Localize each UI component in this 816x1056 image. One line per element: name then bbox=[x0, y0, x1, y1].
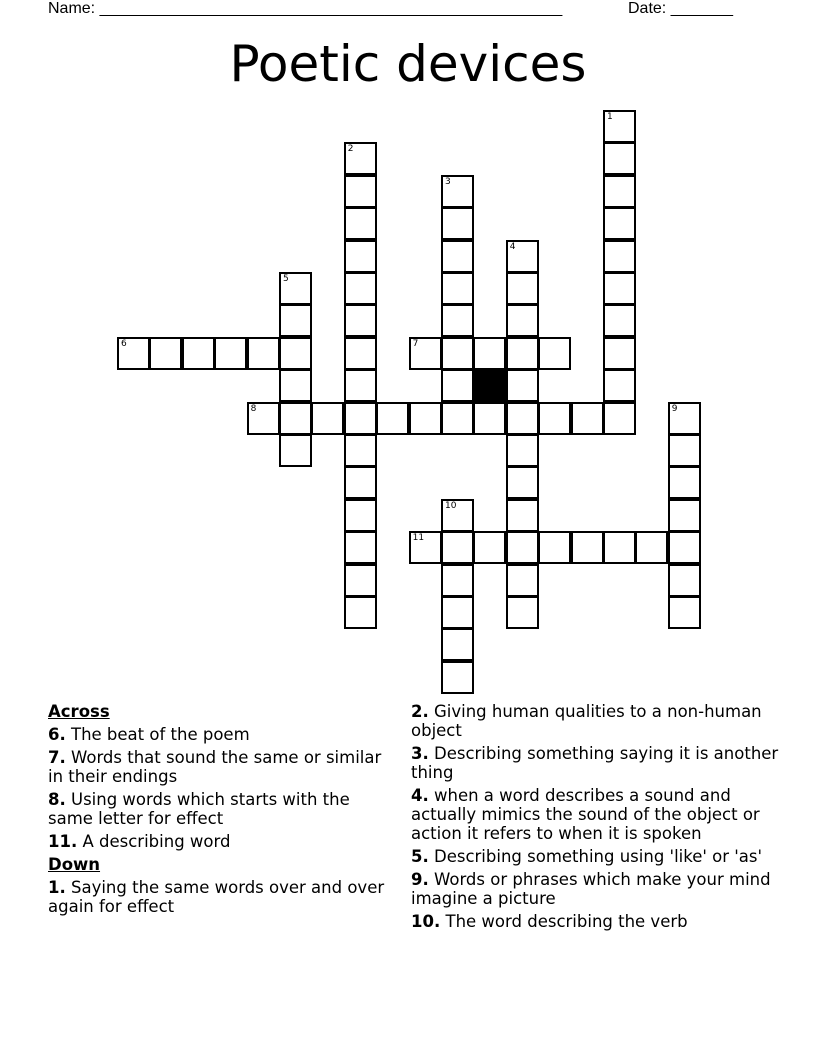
grid-cell[interactable] bbox=[635, 531, 668, 564]
grid-cell[interactable] bbox=[344, 272, 377, 305]
clue-text: Words or phrases which make your mind imagine a picture bbox=[411, 870, 771, 908]
grid-cell[interactable] bbox=[441, 207, 474, 240]
clue-text: when a word describes a sound and actually mimics the sound of the object or action it refers to when it is spoken bbox=[411, 786, 760, 843]
grid-cell[interactable] bbox=[279, 434, 312, 467]
clue-number: 7. bbox=[48, 748, 66, 767]
grid-cell[interactable] bbox=[441, 499, 474, 532]
grid-cell[interactable] bbox=[603, 531, 636, 564]
grid-cell[interactable] bbox=[603, 142, 636, 175]
grid-cell[interactable] bbox=[441, 564, 474, 597]
grid-cell[interactable] bbox=[538, 337, 571, 370]
grid-cell[interactable] bbox=[344, 304, 377, 337]
grid-cell[interactable] bbox=[214, 337, 247, 370]
clue-number-label: 4 bbox=[509, 241, 516, 252]
grid-cell[interactable] bbox=[668, 531, 701, 564]
clue-number-label: 7 bbox=[412, 338, 419, 349]
grid-cell[interactable] bbox=[409, 337, 442, 370]
clue-number: 3. bbox=[411, 744, 429, 763]
grid-cell[interactable] bbox=[571, 531, 604, 564]
grid-cell[interactable] bbox=[441, 531, 474, 564]
grid-cell[interactable] bbox=[344, 142, 377, 175]
grid-cell[interactable] bbox=[344, 596, 377, 629]
grid-cell[interactable] bbox=[279, 402, 312, 435]
clue-number: 11. bbox=[48, 832, 78, 851]
grid-cell[interactable] bbox=[279, 337, 312, 370]
clue-text: A describing word bbox=[82, 832, 231, 851]
clue-text: Describing something saying it is another thing bbox=[411, 744, 779, 782]
grid-cell[interactable] bbox=[603, 175, 636, 208]
grid-cell[interactable] bbox=[344, 207, 377, 240]
grid-cell[interactable] bbox=[279, 369, 312, 402]
clue-number-label: 1 bbox=[607, 112, 613, 122]
grid-cell[interactable] bbox=[441, 402, 474, 435]
grid-cell[interactable] bbox=[506, 337, 539, 370]
clue-number: 6. bbox=[48, 725, 66, 744]
clue-number-label: 11 bbox=[412, 533, 425, 544]
clue-number: 5. bbox=[411, 847, 429, 866]
grid-cell[interactable] bbox=[117, 337, 150, 370]
grid-cell[interactable] bbox=[506, 466, 539, 499]
grid-cell[interactable] bbox=[344, 240, 377, 273]
grid-cell[interactable] bbox=[473, 531, 506, 564]
clue-down-5 bbox=[411, 847, 781, 866]
clue-down-10 bbox=[411, 912, 781, 931]
clue-down-9 bbox=[411, 870, 781, 908]
grid-cell[interactable] bbox=[506, 369, 539, 402]
grid-cell[interactable] bbox=[441, 240, 474, 273]
clue-number-label: 3 bbox=[445, 176, 451, 187]
clue-number: 9. bbox=[411, 870, 429, 889]
clue-number-label: 10 bbox=[445, 500, 457, 511]
grid-cell[interactable] bbox=[603, 402, 636, 435]
grid-cell[interactable] bbox=[344, 531, 377, 564]
name-field[interactable]: Name: ____________________________________________________ bbox=[48, 0, 563, 17]
grid-cell[interactable] bbox=[603, 272, 636, 305]
grid-cell[interactable] bbox=[441, 304, 474, 337]
down-heading: Down bbox=[48, 855, 101, 874]
clue-number: 4. bbox=[411, 786, 429, 805]
across-heading: Across bbox=[48, 702, 110, 721]
grid-cell[interactable] bbox=[344, 434, 377, 467]
grid-cell[interactable] bbox=[506, 499, 539, 532]
grid-cell[interactable] bbox=[506, 240, 539, 273]
clue-text: The beat of the poem bbox=[71, 725, 250, 744]
grid-cell[interactable] bbox=[603, 337, 636, 370]
grid-cell[interactable] bbox=[344, 499, 377, 532]
clue-number-label: 6 bbox=[121, 338, 127, 349]
grid-cell[interactable] bbox=[441, 661, 474, 694]
grid-cell[interactable] bbox=[473, 337, 506, 370]
clue-text: Describing something using 'like' or 'as' bbox=[434, 847, 763, 866]
grid-cell[interactable] bbox=[344, 175, 377, 208]
grid-cell[interactable] bbox=[668, 596, 701, 629]
grid-cell[interactable] bbox=[668, 402, 701, 435]
clue-number-label: 2 bbox=[347, 144, 354, 155]
grid-cell[interactable] bbox=[344, 466, 377, 499]
grid-cell[interactable] bbox=[279, 304, 312, 337]
black-square bbox=[473, 369, 506, 402]
clue-down-2 bbox=[411, 702, 781, 740]
clue-text: Saying the same words over and over again for effect bbox=[48, 878, 385, 916]
grid-cell[interactable] bbox=[182, 337, 215, 370]
clue-across-6 bbox=[48, 725, 388, 744]
clue-across-7 bbox=[48, 748, 388, 786]
grid-cell[interactable] bbox=[668, 466, 701, 499]
grid-cell[interactable] bbox=[506, 434, 539, 467]
grid-cell[interactable] bbox=[441, 337, 474, 370]
grid-cell[interactable] bbox=[571, 402, 604, 435]
clue-down-3 bbox=[411, 744, 781, 782]
clue-text: Using words which starts with the same letter for effect bbox=[48, 790, 350, 828]
grid-cell[interactable] bbox=[344, 402, 377, 435]
grid-cell[interactable] bbox=[409, 402, 442, 435]
grid-cell[interactable] bbox=[441, 628, 474, 661]
clue-number: 8. bbox=[48, 790, 66, 809]
clue-across-11 bbox=[48, 832, 388, 851]
clue-across-8 bbox=[48, 790, 388, 828]
clue-text: Giving human qualities to a non-human object bbox=[411, 702, 762, 740]
grid-cell[interactable] bbox=[603, 240, 636, 273]
clues-left-column bbox=[48, 702, 388, 920]
grid-cell[interactable] bbox=[149, 337, 182, 370]
date-field[interactable]: Date: _______ bbox=[628, 0, 733, 17]
grid-cell[interactable] bbox=[409, 531, 442, 564]
clue-down-4 bbox=[411, 786, 781, 843]
grid-cell[interactable] bbox=[376, 402, 409, 435]
grid-cell[interactable] bbox=[311, 402, 344, 435]
grid-cell[interactable] bbox=[441, 369, 474, 402]
grid-cell[interactable] bbox=[668, 434, 701, 467]
grid-cell[interactable] bbox=[441, 596, 474, 629]
grid-cell[interactable] bbox=[603, 110, 636, 143]
grid-cell[interactable] bbox=[247, 402, 280, 435]
grid-cell[interactable] bbox=[344, 337, 377, 370]
grid-cell[interactable] bbox=[538, 402, 571, 435]
grid-cell[interactable] bbox=[506, 402, 539, 435]
clue-number-label: 8 bbox=[250, 403, 257, 414]
grid-cell[interactable] bbox=[279, 272, 312, 305]
grid-cell[interactable] bbox=[668, 499, 701, 532]
grid-cell[interactable] bbox=[506, 596, 539, 629]
grid-cell[interactable] bbox=[344, 564, 377, 597]
grid-cell[interactable] bbox=[603, 304, 636, 337]
grid-cell[interactable] bbox=[668, 564, 701, 597]
grid-cell[interactable] bbox=[603, 207, 636, 240]
grid-cell[interactable] bbox=[344, 369, 377, 402]
grid-cell[interactable] bbox=[441, 175, 474, 208]
grid-cell[interactable] bbox=[506, 531, 539, 564]
grid-cell[interactable] bbox=[473, 402, 506, 435]
grid-cell[interactable] bbox=[506, 564, 539, 597]
grid-cell[interactable] bbox=[506, 272, 539, 305]
grid-cell[interactable] bbox=[603, 369, 636, 402]
grid-cell[interactable] bbox=[538, 531, 571, 564]
grid-cell[interactable] bbox=[441, 272, 474, 305]
page-title: Poetic devices bbox=[229, 35, 587, 93]
clue-number-label: 9 bbox=[671, 403, 678, 414]
clue-text: The word describing the verb bbox=[445, 912, 688, 931]
clue-number: 10. bbox=[411, 912, 441, 931]
clue-down-1 bbox=[48, 878, 388, 916]
clue-number-label: 5 bbox=[283, 274, 289, 284]
clue-text: Words that sound the same or similar in their endings bbox=[48, 748, 382, 786]
clue-number: 2. bbox=[411, 702, 429, 721]
clues-right-column bbox=[411, 702, 781, 935]
grid-cell[interactable] bbox=[506, 304, 539, 337]
grid-cell[interactable] bbox=[247, 337, 280, 370]
clue-number: 1. bbox=[48, 878, 66, 897]
